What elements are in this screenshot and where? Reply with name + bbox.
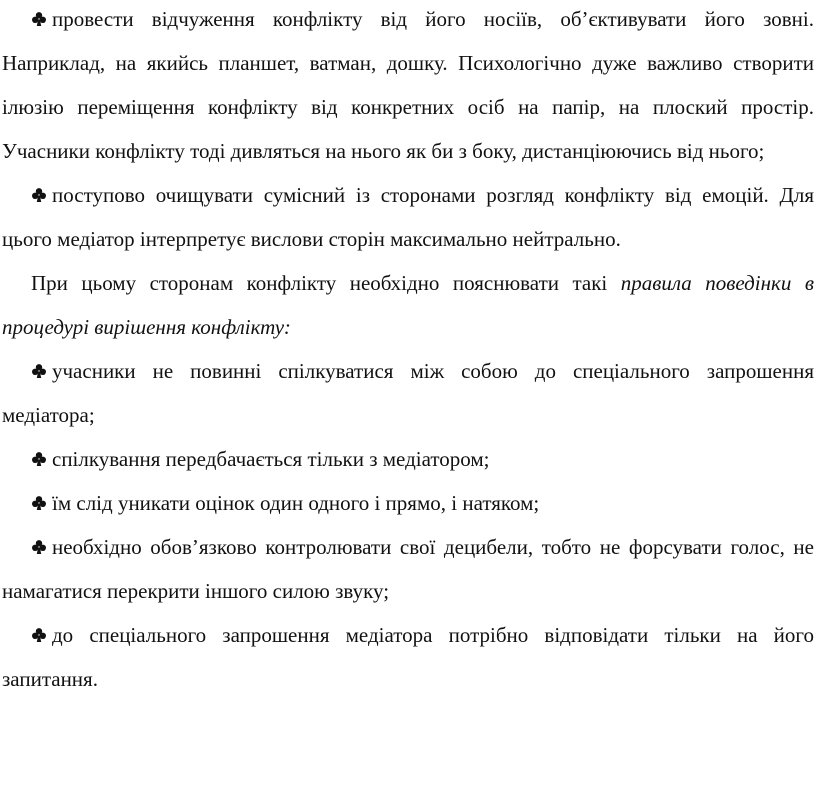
bullet-paragraph: [2, 613, 814, 701]
paragraph-text: При цьому сторонам конфлікту необхідно пояснювати такі: [31, 271, 621, 295]
club-icon: [31, 539, 47, 555]
bullet-paragraph: [2, 349, 814, 437]
bullet-paragraph: [2, 437, 814, 481]
italic-rules-heading: правила поведінки в процедурі вирішення конфлікту:: [2, 271, 814, 339]
bullet-text: до спеціального запрошення медіатора потрібно відповідати тільки на його запитання.: [2, 623, 814, 691]
bullet-text: їм слід уникати оцінок один одного і прямо, і натяком;: [52, 491, 540, 515]
bullet-text: учасники не повинні спілкуватися між собою до спеціального запрошення медіатора;: [2, 359, 814, 427]
bullet-paragraph: [2, 481, 814, 525]
club-icon: [31, 451, 47, 467]
bullet-paragraph: [2, 173, 814, 261]
club-icon: [31, 363, 47, 379]
text-paragraph: [2, 261, 814, 349]
bullet-text: спілкування передбачається тільки з медіатором;: [52, 447, 490, 471]
bullet-text: поступово очищувати сумісний із сторонами розгляд конфлікту від емоцій. Для цього медіатор інтерпретує вислови сторін максимально нейтрально.: [2, 183, 814, 251]
club-icon: [31, 11, 47, 27]
bullet-paragraph: [2, 525, 814, 613]
club-icon: [31, 495, 47, 511]
bullet-text: необхідно обов’язково контролювати свої децибели, тобто не форсувати голос, не намагатися перекрити іншого силою звуку;: [2, 535, 814, 603]
club-icon: [31, 187, 47, 203]
bullet-paragraph: [2, 0, 814, 173]
club-icon: [31, 627, 47, 643]
bullet-text: провести відчуження конфлікту від його носіїв, об’єктивувати його зовні. Наприклад, на якийсь планшет, ватман, дошку. Психологічно дуже важливо створити ілюзію переміщення конфлікту від конкретних осіб на папір, на плоский простір. Учасники конфлікту тоді дивляться на нього як би з боку, дистанціюючись від нього;: [2, 7, 814, 163]
